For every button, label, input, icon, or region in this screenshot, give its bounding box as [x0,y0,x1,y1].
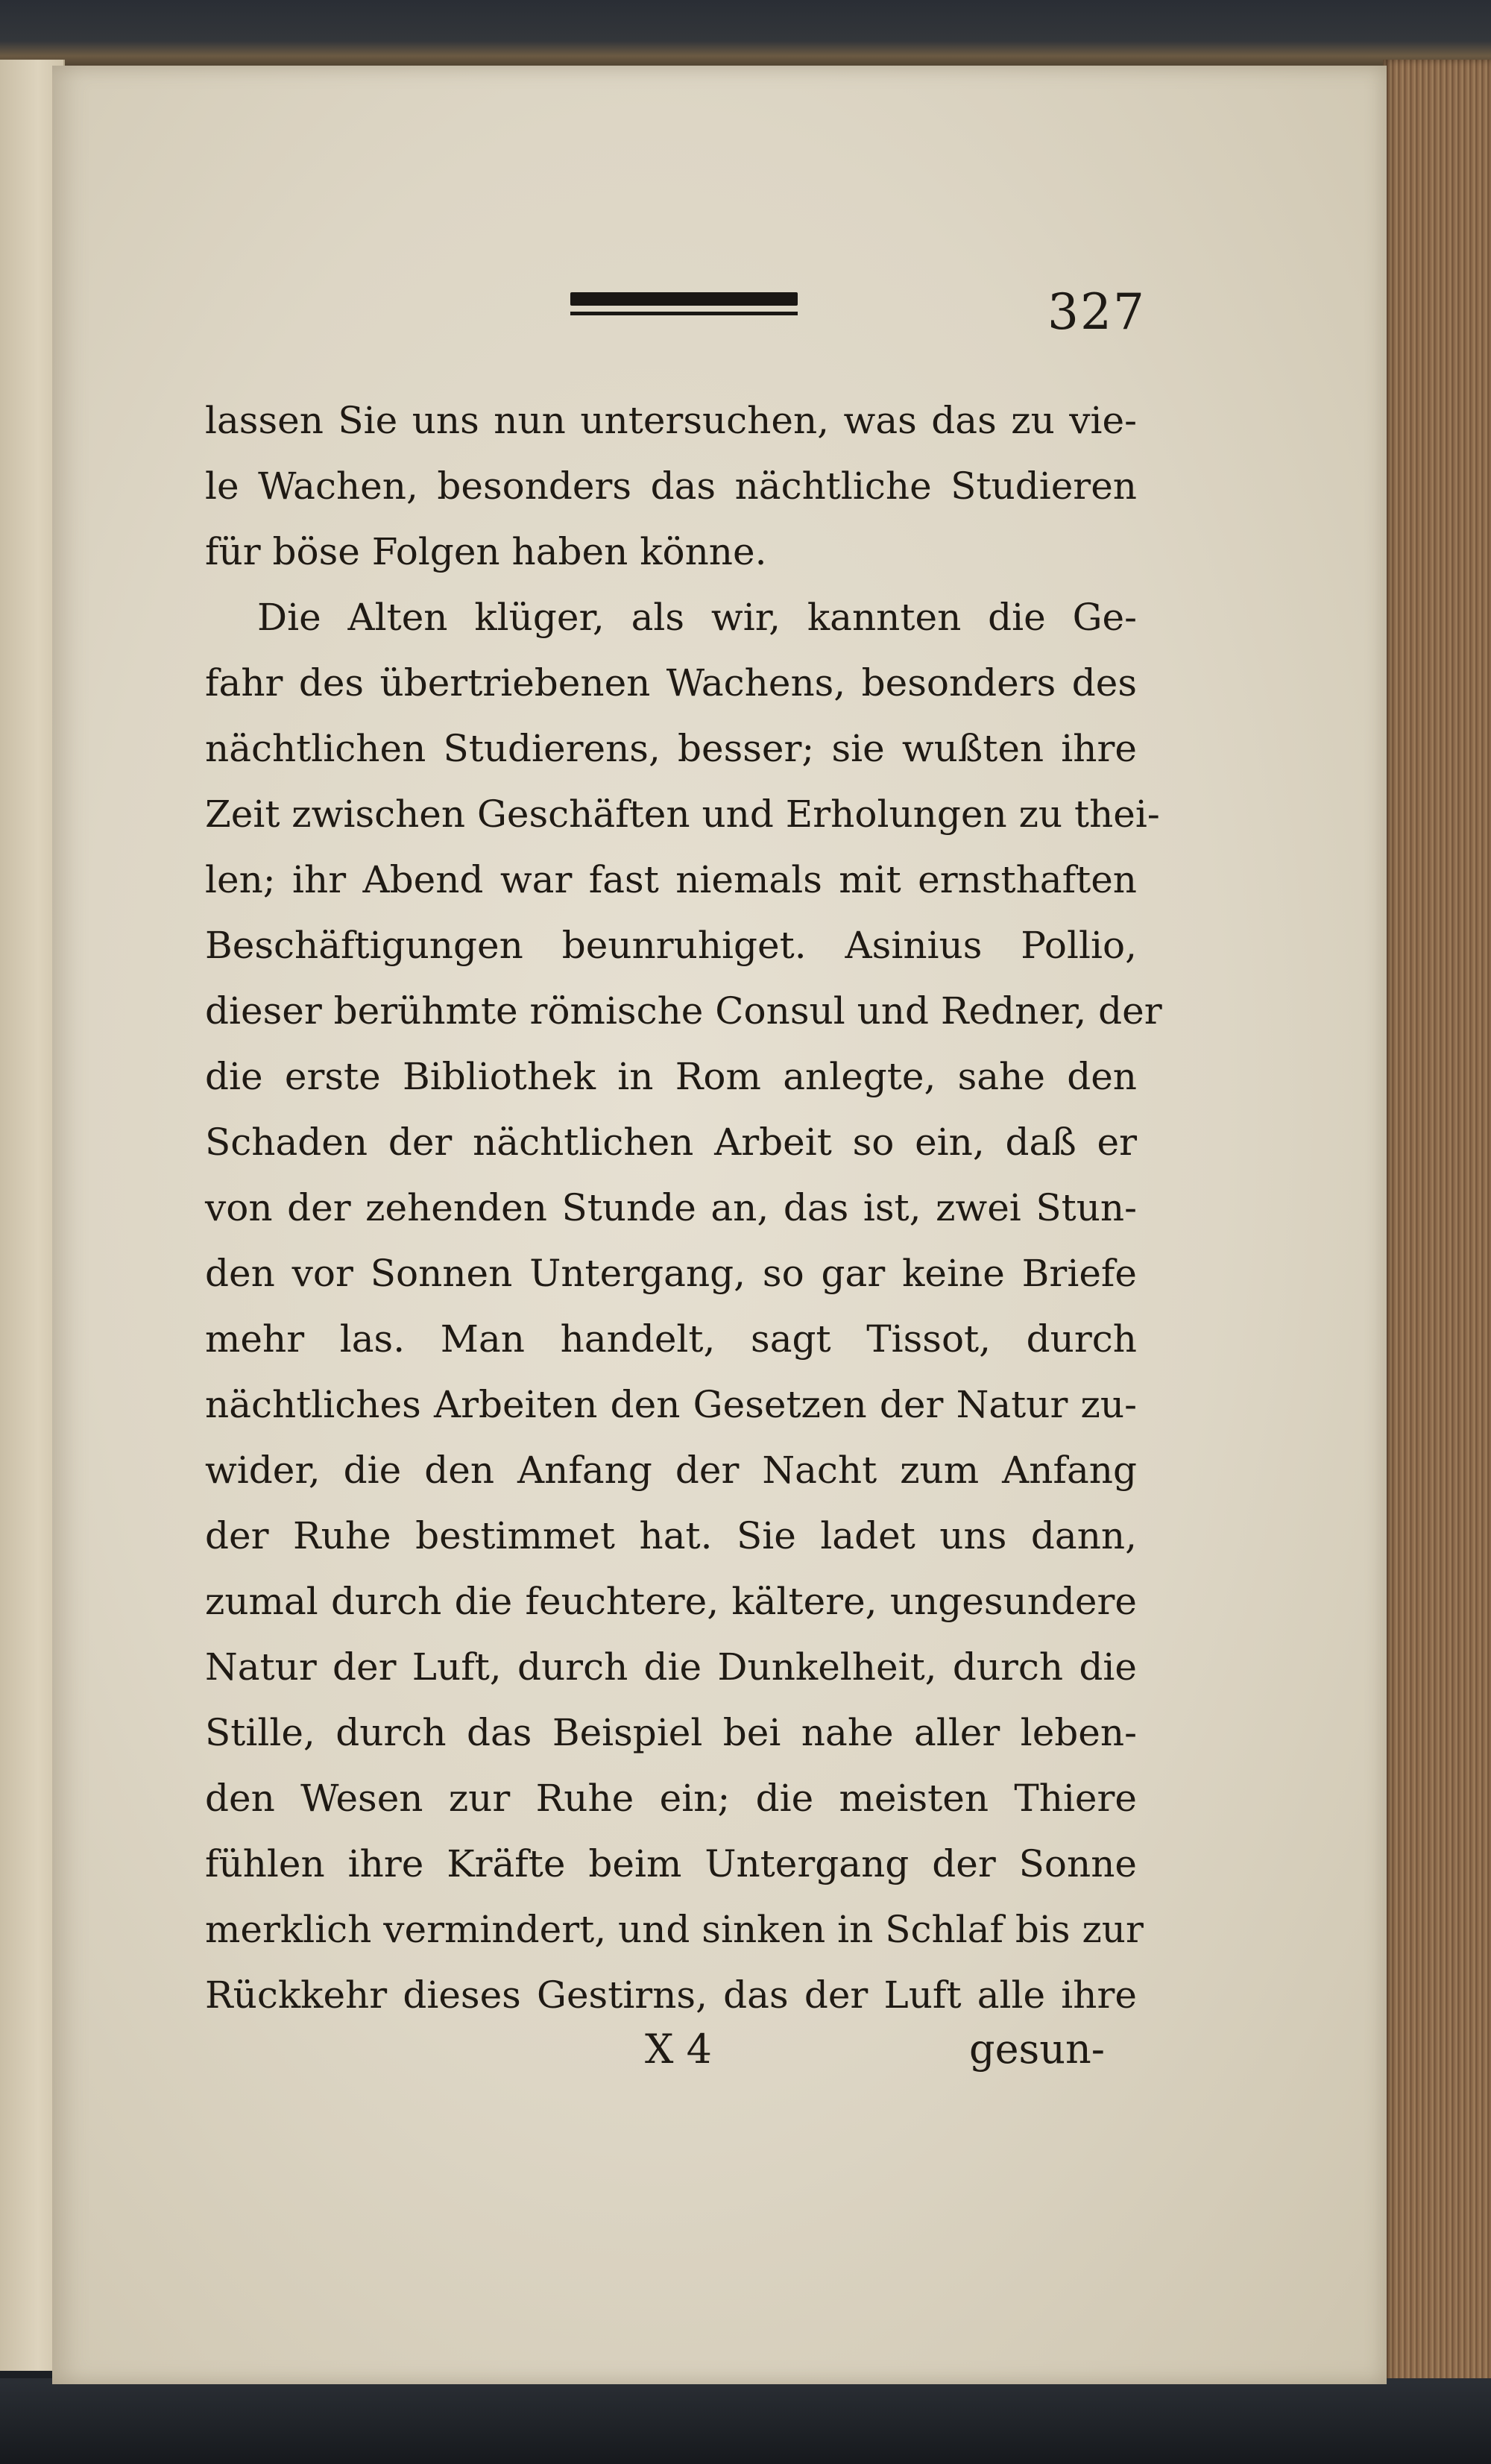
text-line: mehr las. Man handelt, sagt Tissot, durch [205,1317,1137,1361]
text-line: die erste Bibliothek in Rom anlegte, sahe den [205,1055,1137,1098]
body-text [205,388,1162,2028]
book-cover-bottom [0,2378,1491,2464]
text-line: nächtliches Arbeiten den Gesetzen der Natur zu- [205,1383,1137,1426]
text-line: merklich vermindert, und sinken in Schlaf bis zur [205,1908,1144,1951]
signature-mark: X 4 [645,2026,712,2073]
text-line: wider, die den Anfang der Nacht zum Anfang [205,1449,1137,1492]
text-line: den Wesen zur Ruhe ein; die meisten Thiere [205,1777,1137,1820]
page-number: 327 [1047,283,1146,341]
header-rule [570,292,798,321]
text-line: Schaden der nächtlichen Arbeit so ein, daß er [205,1121,1137,1164]
text-line: Beschäftigungen beunruhiget. Asinius Pollio, [205,924,1137,967]
header-rule-thick [570,292,798,306]
text-line: nächtlichen Studierens, besser; sie wußten ihre [205,727,1137,770]
text-line: fühlen ihre Kräfte beim Untergang der Sonne [205,1842,1137,1885]
text-line: lassen Sie uns nun untersuchen, was das zu vie- [205,399,1137,442]
text-line: Rückkehr dieses Gestirns, das der Luft alle ihre [205,1973,1137,2017]
catchword: gesun- [969,2026,1106,2073]
text-line: für böse Folgen haben könne. [205,530,767,573]
text-line: den vor Sonnen Untergang, so gar keine Briefe [205,1252,1137,1295]
text-line: von der zehenden Stunde an, das ist, zwei Stun- [205,1186,1137,1229]
text-line: Die Alten klüger, als wir, kannten die Ge- [257,596,1137,639]
text-line: fahr des übertriebenen Wachens, besonders des [205,661,1137,705]
text-line: le Wachen, besonders das nächtliche Studieren [205,464,1137,508]
text-line: len; ihr Abend war fast niemals mit ernsthaften [205,858,1137,901]
text-line: zumal durch die feuchtere, kältere, ungesundere [205,1580,1137,1623]
book-cover-top [0,0,1491,75]
text-line: der Ruhe bestimmet hat. Sie ladet uns dann, [205,1514,1137,1557]
text-line: Natur der Luft, durch die Dunkelheit, durch die [205,1645,1137,1689]
text-line: dieser berühmte römische Consul und Redner, der [205,989,1162,1033]
text-line: Zeit zwischen Geschäften und Erholungen zu thei- [205,793,1160,836]
header-rule-thin [570,312,798,315]
book-fore-edge [1383,60,1491,2445]
text-line: Stille, durch das Beispiel bei nahe aller leben- [205,1711,1137,1754]
